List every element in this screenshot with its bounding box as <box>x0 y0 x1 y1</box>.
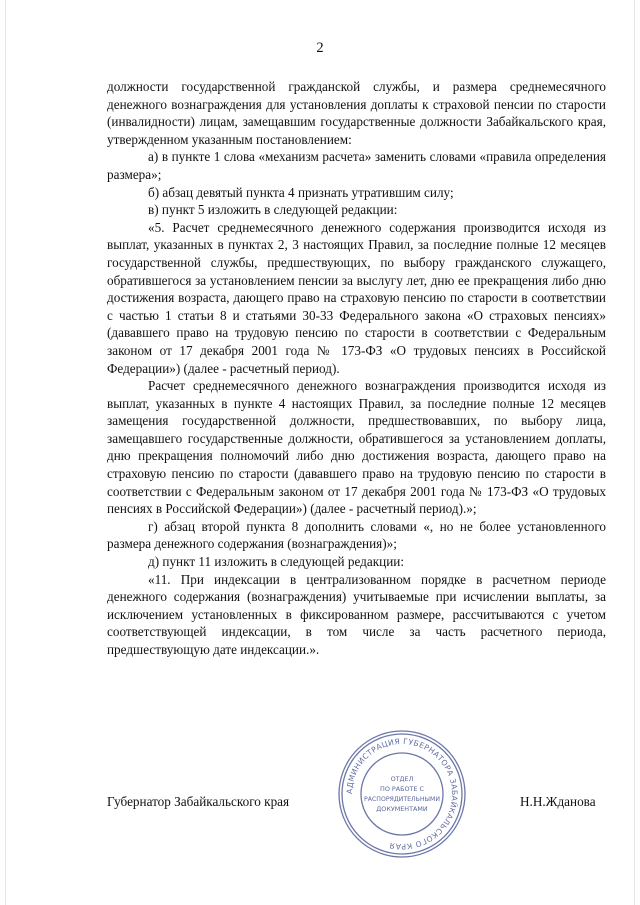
page-number: 2 <box>316 40 324 56</box>
seal-ring-text: АДМИНИСТРАЦИЯ ГУБЕРНАТОРА ЗАБАЙКАЛЬСКОГО КРАЯ <box>344 736 460 852</box>
page-edge-left <box>5 0 6 905</box>
page-edge-right <box>634 0 635 905</box>
document-body <box>107 78 606 659</box>
svg-text:АДМИНИСТРАЦИЯ ГУБЕРНАТОРА ЗАБА <box>345 737 459 851</box>
official-seal <box>336 728 468 860</box>
paragraph: в) пункт 5 изложить в следующей редакции: <box>148 202 398 218</box>
seal-center-line: ПО РАБОТЕ С <box>380 785 424 793</box>
seal-center-line: ДОКУМЕНТАМИ <box>376 805 428 813</box>
paragraph: «5. Расчет среднемесячного денежного содержания производится исходя из выплат, указанных в пунктах 2, 3 настоящих Правил, за последние полные 12 месяцев государственной службы, предшествующих, по выбору гражданского служащего, обратившегося за установлением пенсии за выслугу лет, дню ее прекращения либо дню достижения возраста, дающего право на страховую пенсию по старости в соответствии с частью 1 статьи 8 и статьями 30-33 Федерального закона «О страховых пенсиях» (дававшего право на трудовую пенсию по старости в соответствии с Федеральным законом от 17 декабря 2001 года № 173-ФЗ «О трудовых пенсиях в Российской Федерации») (далее - расчетный период). <box>107 219 606 376</box>
paragraph: г) абзац второй пункта 8 дополнить словами «, но не более установленного размера денежного содержания (вознаграждения)»; <box>107 518 606 552</box>
paragraph: «11. При индексации в централизованном порядке в расчетном периоде денежного содержания (вознаграждения) учитываемые при исчислении выплаты, за исключением установленных в фиксированном размере, рассчитываются с учетом соответствующей индексации, в том числе за часть расчетного периода, предшествующую дате индексации.». <box>107 571 606 657</box>
seal-center-line: РАСПОРЯДИТЕЛЬНЫМИ <box>364 796 440 803</box>
paragraph: д) пункт 11 изложить в следующей редакции: <box>148 554 404 570</box>
paragraph: б) абзац девятый пункта 4 признать утратившим силу; <box>148 184 454 200</box>
signatory-name: Н.Н.Жданова <box>520 794 596 809</box>
paragraph: а) в пункте 1 слова «механизм расчета» заменить словами «правила определения размера»; <box>107 149 606 182</box>
seal-center-line: ОТДЕЛ <box>390 775 414 783</box>
paragraph: Расчет среднемесячного денежного вознаграждения производится исходя из выплат, указанных в пункте 4 настоящих Правил, за последние полные 12 месяцев замещения государственной должности, предшествовавших, по выбору лица, замещавшего государственные должности, обратившегося за установлением доплаты, дню прекращения полномочий либо дню достижения возраста, дающего право на страховую пенсию по старости (дававшего право на трудовую пенсию по старости в соответствии с Федеральным законом от 17 декабря 2001 года № 173-ФЗ «О трудовых пенсиях в Российской Федерации») (далее - расчетный период).»; <box>107 378 606 517</box>
signatory-position: Губернатор Забайкальского края <box>107 794 290 809</box>
paragraph: должности государственной гражданской службы, и размера среднемесячного денежного вознаграждения для установления доплаты к страховой пенсии по старости (инвалидности) лицам, замещавшим государственные должности Забайкальского края, утвержденном указанным постановлением: <box>107 79 606 147</box>
